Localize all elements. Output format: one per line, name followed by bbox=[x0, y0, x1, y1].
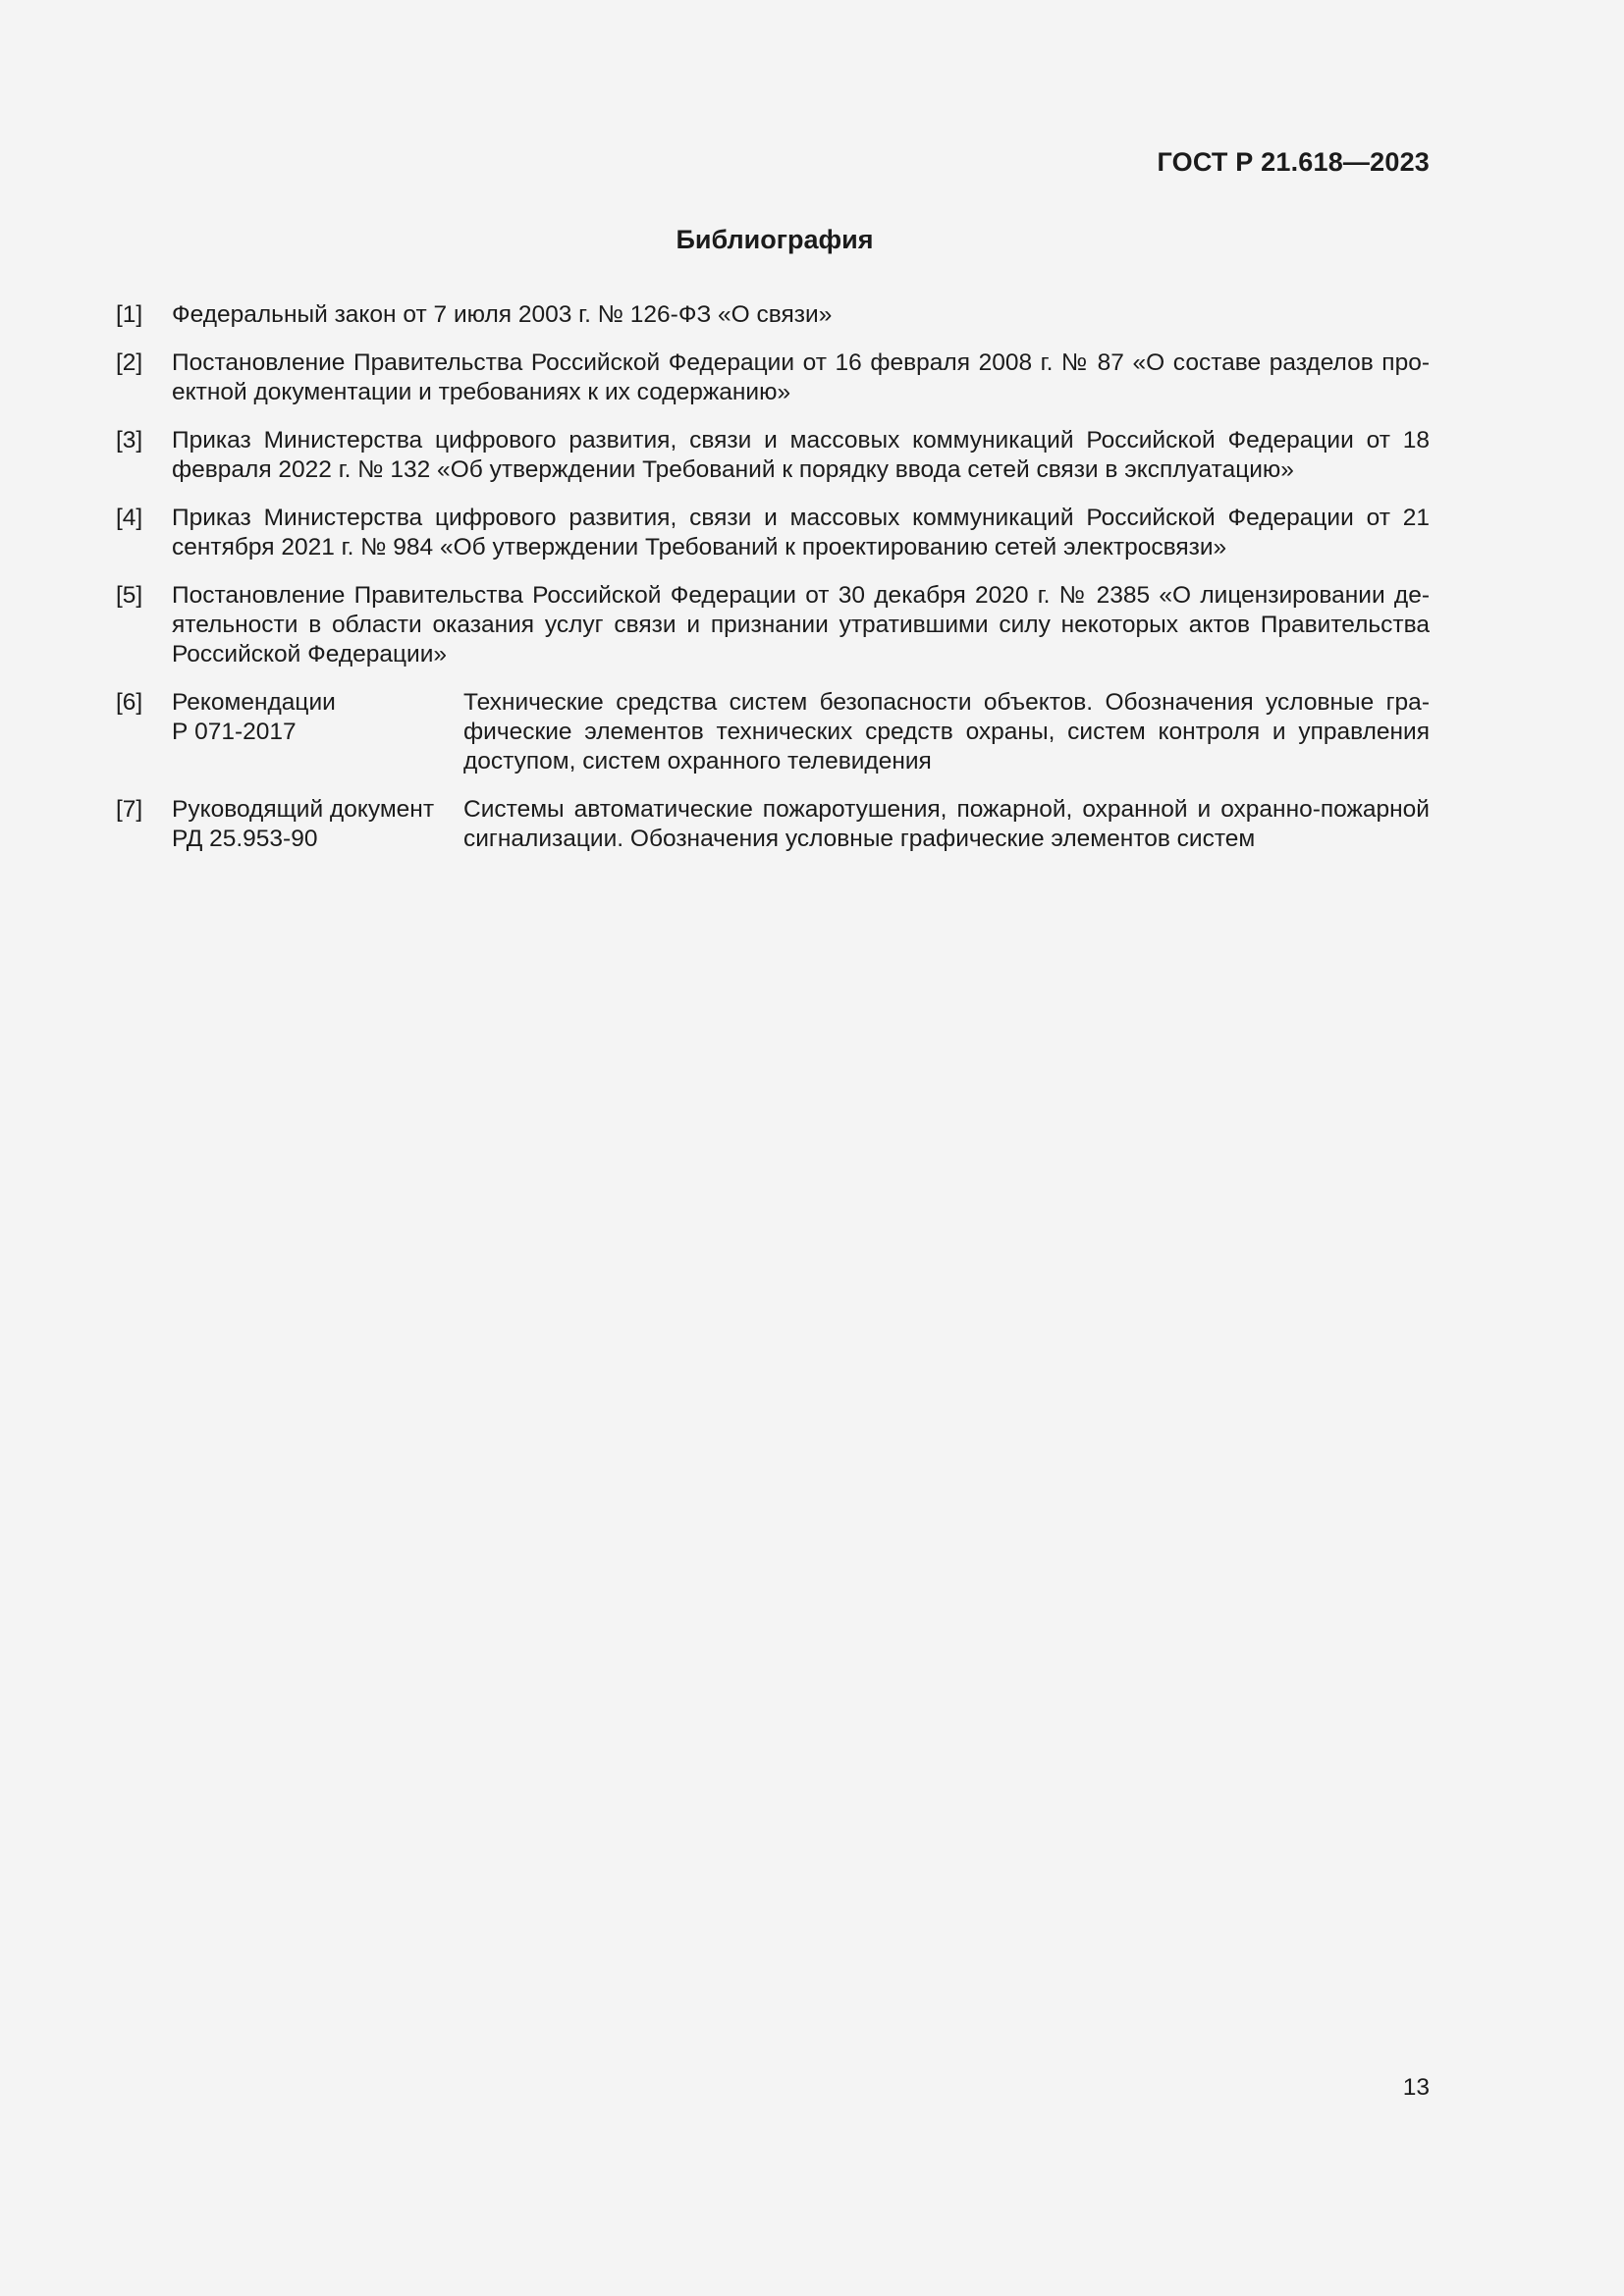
document-code: ГОСТ Р 21.618—2023 bbox=[1157, 147, 1430, 177]
entry-number: [7] bbox=[116, 796, 143, 823]
section-title: Библиография bbox=[676, 225, 874, 254]
entry-document-id: Р 071-2017 bbox=[172, 719, 297, 745]
entry-text: Приказ Министерства цифрового развития, связи и массовых коммуникаций Российской Федерации от 21 сентября 2021 г. № 984 «Об утверждении Требований к проектированию сетей электросвязи» bbox=[172, 505, 1430, 561]
entry-text: Федеральный закон от 7 июля 2003 г. № 126-ФЗ «О связи» bbox=[172, 301, 833, 328]
entry-text: Постановление Правительства Российской Федерации от 30 декабря 2020 г. № 2385 «О лицензировании деятельности в области оказания услуг связи и признании утратившими силу некоторых актов Правительства Российской Федерации» bbox=[172, 582, 1430, 667]
bibliography-entry bbox=[116, 426, 1430, 485]
entry-text: Постановление Правительства Российской Федерации от 16 февраля 2008 г. № 87 «О составе разделов проектной документации и требованиях к их содержанию» bbox=[172, 349, 1430, 405]
page-number: 13 bbox=[1402, 2074, 1430, 2101]
bibliography-entry bbox=[116, 795, 1430, 854]
entry-document-title: Технические средства систем безопасности объектов. Обозначения условные графические элементов технических средств охраны, систем контроля и управления доступом, систем охранного телевидения bbox=[463, 689, 1430, 774]
entry-document-type bbox=[172, 688, 463, 776]
entry-number: [5] bbox=[116, 582, 143, 609]
entry-text: Приказ Министерства цифрового развития, связи и массовых коммуникаций Российской Федерации от 18 февраля 2022 г. № 132 «Об утверждении Требований к порядку ввода сетей связи в эксплуатацию» bbox=[172, 427, 1430, 483]
entry-document-type bbox=[172, 795, 463, 854]
entry-number: [2] bbox=[116, 349, 143, 376]
entry-number: [3] bbox=[116, 427, 143, 454]
entry-document-id: РД 25.953-90 bbox=[172, 826, 318, 852]
entry-number: [6] bbox=[116, 689, 143, 716]
bibliography-entry bbox=[116, 348, 1430, 407]
entry-number: [1] bbox=[116, 301, 143, 328]
bibliography-entry bbox=[116, 581, 1430, 669]
bibliography-entry bbox=[116, 300, 1430, 330]
bibliography-entry bbox=[116, 688, 1430, 776]
entry-document-kind: Руководящий документ bbox=[172, 796, 435, 823]
entry-number: [4] bbox=[116, 505, 143, 531]
entry-document-kind: Рекомендации bbox=[172, 689, 336, 716]
bibliography-list bbox=[116, 300, 1430, 873]
entry-document-title: Системы автоматические пожаротушения, пожарной, охранной и охранно-пожарной сигнализации. Обозначения условные графические элементов систем bbox=[463, 796, 1430, 852]
bibliography-entry bbox=[116, 504, 1430, 562]
